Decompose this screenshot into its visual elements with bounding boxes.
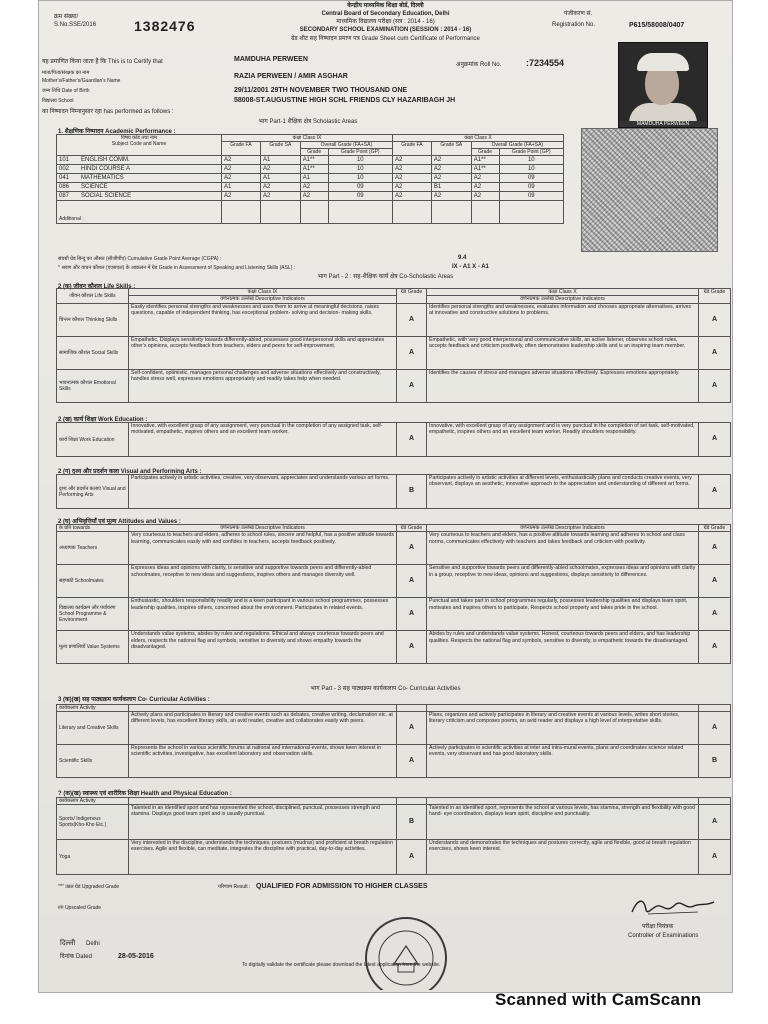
registration-label: Registration No.: [552, 22, 596, 28]
attitude-row: [57, 598, 731, 631]
subject-code: 086: [59, 184, 70, 190]
attitude-grade-10: A: [699, 598, 731, 631]
attitudes-title: 2 (घ) अभिवृत्तियाँ एवं मूल्य Attitudes and Values :: [58, 519, 181, 525]
health-pe-grade-9: A: [397, 840, 427, 875]
fa-grade-9: A2: [222, 192, 261, 201]
subject-code: 101: [59, 157, 70, 163]
work-education-descriptor-9: Innovative, with excellent grasp of any assignment, very punctual in the completion of any assigned task, self-motivated, empathetic, inspires others and an excellent team worker.: [129, 423, 397, 457]
life-skill-grade-9: A: [397, 369, 427, 402]
life-desc-header-9: वर्णनात्मक उल्लेख Descriptive Indicators: [129, 296, 397, 303]
life-class10-header: कक्षा Class X: [427, 289, 699, 296]
subject-name: [57, 156, 222, 165]
life-skill-grade-10: A: [699, 336, 731, 369]
cgpa-label: संचयी ग्रेड बिन्दु का औसत (सीजीपीए) Cumulative Grade Point Average (CGPA) :: [58, 256, 222, 262]
attitude-descriptor-10: Abides by rules and understands value systems. Honest, courteous towards peers and elders, and has leadership qualities. Respects the national flag and symbols, sensitive to diversity, is empathetic towards the disadvantaged.: [427, 631, 699, 664]
overall-header-9: Overall Grade (FA+SA): [300, 142, 392, 149]
life-desc-header-10: वर्णनात्मक उल्लेख Descriptive Indicators: [427, 296, 699, 303]
grade-point-9: 09: [328, 192, 392, 201]
visual-arts-table: [56, 474, 731, 509]
att-grade-header-10: ग्रेड Grade: [699, 525, 731, 532]
work-education-table: [56, 422, 731, 457]
place-hindi: दिल्ली: [60, 940, 76, 947]
co-curricular-descriptor-9: Represents the school in various scientific forums at national and international events, shows keen interest in scientific activities, investigative, has excellent laboratory and observation skills.: [129, 745, 397, 778]
date-of-birth: 29/11/2001 29TH NOVEMBER TWO THOUSAND ONE: [234, 87, 408, 94]
life-grade-header-9: ग्रेड Grade: [397, 289, 427, 304]
health-pe-table: [56, 797, 731, 875]
life-skill-grade-9: A: [397, 336, 427, 369]
parent-names: RAZIA PERWEEN / AMIR ASGHAR: [234, 73, 348, 80]
scanner-watermark: Scanned with CamScann: [495, 990, 702, 1009]
activity-column-header: कार्यकलाप Activity: [57, 705, 129, 712]
fa-grade-10: A2: [392, 165, 431, 174]
visual-arts-row: [57, 475, 731, 509]
attitude-descriptor-10: Very courteous to teachers and elders, has a positive attitude towards learning and adheres to school and class norms, communicates effectively with teachers and takes feedback and criticism with positivity.: [427, 532, 699, 565]
registration-number: P615/58008/0407: [629, 22, 685, 29]
life-skill-skill: चिन्तन कौशल Thinking Skills: [57, 303, 129, 336]
grade-point-9: 10: [328, 174, 392, 183]
co-curricular-row: [57, 745, 731, 778]
academic-table: [56, 134, 564, 224]
sa-header-9: Grade SA: [260, 142, 300, 156]
visual-arts-grade-9: B: [397, 475, 427, 509]
overall-grade-9: A2: [300, 192, 328, 201]
subject-column-header: [57, 135, 222, 156]
student-photo: [618, 42, 708, 128]
attitude-descriptor-10: Sensitive and supportive towards peers and differently-abled schoolmates, expresses ideas and opinions with clarity in a group, receptive to new ideas, opinions and suggestions, displays sensitivity to differences.: [427, 565, 699, 598]
subject-code: 002: [59, 166, 70, 172]
att-desc-header-9: वर्णनात्मक उल्लेख Descriptive Indicators: [129, 525, 397, 532]
overall-grade-9: A1**: [300, 165, 328, 174]
co-curricular-skill: Literary and Creative Skills: [57, 712, 129, 745]
subject-name: [57, 183, 222, 192]
fa-header-9: Grade FA: [222, 142, 261, 156]
life-skill-grade-10: A: [699, 303, 731, 336]
issue-date: 28-05-2016: [118, 953, 154, 960]
attitude-row: [57, 631, 731, 664]
upscaled-grade-note: ## Upscaled Grade: [58, 905, 102, 911]
asl-label: * श्रवण और वाचन कौशल (एएसएल) के आकलन में ग्रेड Grade in Assessment of Speaking and Listening Skills (ASL) :: [58, 265, 296, 271]
visual-arts-descriptor-9: Participates actively in artistic activities, creative, very observant, appreciates and understands various art forms.: [129, 475, 397, 509]
school-label: विद्यालय School: [42, 98, 74, 104]
visual-arts-skill: दृश्य और प्रदर्शन कलाएं Visual and Performing Arts: [57, 475, 129, 509]
grade-point-10: 09: [499, 192, 563, 201]
fa-grade-10: A2: [392, 156, 431, 165]
subject-code: 087: [59, 193, 70, 199]
health-pe-descriptor-9: Very interested in the discipline, understands the techniques, postures (mudras) and proficient at breath regulation exercises. Agile and flexible, can meditate, integrates the discipline with practical, day-to-day activities.: [129, 840, 397, 875]
subject-header-hindi: विषय कोड तथा नाम: [120, 135, 158, 141]
grade-header-9: Grade: [300, 149, 328, 156]
attitude-descriptor-9: Very courteous to teachers and elders, adheres to school rules, sincere and helpful, has a positive attitude towards learning, communicates easily with and confides in teachers, accepts feedback positively.: [129, 532, 397, 565]
subject-name: [57, 174, 222, 183]
subject-title: HINDI COURSE A: [81, 166, 131, 172]
grade-point-10: 10: [499, 156, 563, 165]
part2-title: भाग Part - 2 : सह-शैक्षिक कार्य क्षेत्र Co-Scholastic Areas: [317, 274, 454, 280]
subject-name: [57, 192, 222, 201]
performed-label: का निष्पादन निम्नानुसार रहा has performed as follows :: [42, 109, 174, 115]
grade-point-9: 09: [328, 183, 392, 192]
board-name: Central Board of Secondary Education, Delhi: [321, 11, 450, 17]
attitude-grade-9: A: [397, 532, 427, 565]
life-skill-descriptor-9: Easily identifies personal strengths and weaknesses and uses them to arrive at meaningful decisions, raises questions, capable of independent thinking, has exceptional problem- solving and decision- making skills.: [129, 303, 397, 336]
attitude-descriptor-10: Punctual and takes part in school programmes regularly, possesses leadership qualities and displays team spirit, motivates and inspires others to participate. Respects school property and takes pride in the school.: [427, 598, 699, 631]
attitude-grade-10: A: [699, 532, 731, 565]
work-education-skill: कार्य शिक्षा Work Education: [57, 423, 129, 457]
controller-title: Controller of Examinations: [628, 933, 699, 939]
life-grade-header-10: ग्रेड Grade: [699, 289, 731, 304]
life-skill-row: [57, 369, 731, 402]
life-skill-descriptor-10: Identifies the causes of stress and manages adverse situations effectively. Expresses emotions appropriately.: [427, 369, 699, 402]
roll-label: अनुक्रमांक Roll No.: [456, 62, 502, 68]
visual-arts-descriptor-10: Participates actively in artistic activities at different levels, enthusiastically plans and conducts creative events, very observant, displays an aesthetic, innovative approach to the appreciation and understanding of different art forms.: [427, 475, 699, 509]
serial-number: 1382476: [134, 18, 196, 34]
life-skill-descriptor-10: Empathetic, with very good interpersonal and communicative skills, an active listener, observes school rules, accepts feedback and criticism positively, often demonstrates leadership skills and is an inspiring team member.: [427, 336, 699, 369]
subject-row: [57, 192, 564, 201]
fa-grade-10: A2: [392, 174, 431, 183]
work-education-descriptor-10: Innovative, with excellent grasp of any assignment and is very punctual in the completion of set task, self-motivated, empathetic, inspires others and an excellent team worker. Readily shoulders responsibility.: [427, 423, 699, 457]
overall-grade-9: A1**: [300, 156, 328, 165]
work-education-grade-9: A: [397, 423, 427, 457]
fa-grade-9: A2: [222, 156, 261, 165]
sa-grade-10: A2: [431, 174, 471, 183]
hpe-activity-header: कार्यकलाप Activity: [57, 798, 129, 805]
life-skill-grade-10: A: [699, 369, 731, 402]
sa-grade-10: A2: [431, 192, 471, 201]
grade-point-10: 09: [499, 174, 563, 183]
overall-grade-9: A2: [300, 183, 328, 192]
work-education-row: [57, 423, 731, 457]
att-grade-header-9: ग्रेड Grade: [397, 525, 427, 532]
sa-grade-10: A2: [431, 156, 471, 165]
co-curricular-grade-9: A: [397, 745, 427, 778]
health-pe-grade-10: A: [699, 840, 731, 875]
attitude-descriptor-9: Understands value systems, abides by rules and regulations. Ethical and always courteous towards peers and elders, respects the national flag and symbols, sensitive to diversity and shows empathy towards the disadvantaged.: [129, 631, 397, 664]
life-skill-descriptor-10: Identifies personal strengths and weaknesses, evaluates information and chooses appropriate alternatives, arrives at innovative and constructive solutions to problems.: [427, 303, 699, 336]
place: Delhi: [86, 941, 100, 947]
sa-grade-9: A1: [260, 174, 300, 183]
additional-label: Additional :: [57, 201, 222, 224]
certify-label: यह प्रमाणित किया जाता है कि This is to Certify that: [42, 59, 163, 65]
subject-row: [57, 156, 564, 165]
attitude-grade-10: A: [699, 565, 731, 598]
gp-header-9: Grade Point (GP): [328, 149, 392, 156]
cca-table: [56, 704, 731, 778]
co-curricular-descriptor-10: Actively participates in scientific activities at inter and intra-mural events, plans and coordinates science related events, very observant and has good laboratory skills.: [427, 745, 699, 778]
health-pe-row: [57, 805, 731, 840]
co-curricular-grade-10: B: [699, 745, 731, 778]
visual-arts-title: 2 (ग) दृश्य और प्रदर्शन कला Visual and Performing Arts :: [58, 469, 202, 475]
controller-signature: [628, 894, 718, 920]
sa-grade-9: A2: [260, 183, 300, 192]
school-seal: [336, 906, 476, 990]
overall-grade-10: A1**: [471, 156, 499, 165]
life-skills-table: [56, 288, 731, 403]
grade-point-9: 10: [328, 165, 392, 174]
overall-grade-10: A2: [471, 192, 499, 201]
subject-name: [57, 165, 222, 174]
parent-label: Mother's/Father's/Guardian's Name: [42, 78, 121, 84]
overall-grade-9: A1: [300, 174, 328, 183]
co-curricular-row: [57, 712, 731, 745]
certificate-title: ग्रेड शीट सह निष्पादन प्रमाण पत्र Grade Sheet cum Certificate of Performance: [291, 36, 480, 42]
overall-header-10: Overall Grade (FA+SA): [471, 142, 563, 149]
sa-grade-9: A2: [260, 192, 300, 201]
class9-header: कक्षा Class IX: [222, 135, 393, 142]
result-value: QUALIFIED FOR ADMISSION TO HIGHER CLASSES: [256, 883, 428, 890]
co-curricular-grade-9: A: [397, 712, 427, 745]
exam-name-hindi: माध्यमिक विद्यालय परीक्षा (सत्र : 2014 - 16): [336, 19, 435, 25]
overall-grade-10: A2: [471, 174, 499, 183]
serial-label: S.No.SSE/2016: [54, 22, 97, 28]
attitude-skill: विद्यालय कार्यक्रम और पर्यावरण School Programme & Environment: [57, 598, 129, 631]
health-pe-skill: Yoga: [57, 840, 129, 875]
sa-grade-9: A2: [260, 165, 300, 174]
grade-header-10: Grade: [471, 149, 499, 156]
school-name: 58008-ST.AUGUSTINE HIGH SCHL FRIENDS CLY HAZARIBAGH JH: [234, 97, 456, 104]
grade-sheet: [38, 0, 733, 993]
attitudes-table: [56, 524, 731, 664]
life-skill-descriptor-9: Empathetic, Displays sensitivity towards differently-abled, possesses good interpersonal skills and appreciates other's opinions, accepts feedback from teachers, elders and peers for self-improvement.: [129, 336, 397, 369]
life-skill-skill: भावनात्मक कौशल Emotional Skills: [57, 369, 129, 402]
subject-title: SCIENCE: [81, 184, 108, 190]
registration-label-hindi: पंजीकरण सं.: [564, 11, 593, 17]
attitude-descriptor-9: Enthusiastic, shoulders responsibility readily and is a keen participant in various school programmes, possesses leadership qualities, inspires others, concerned about the environment. Participates in related events.: [129, 598, 397, 631]
health-pe-descriptor-9: Talented in an identified sport and has represented the school, disciplined, punctual, possesses strength and stamina. Displays good team spirit and is usually punctual.: [129, 805, 397, 840]
grade-point-9: 10: [328, 156, 392, 165]
upgraded-grade-note: '**' उन्नत ग्रेड Upgraded Grade: [58, 884, 120, 890]
attitudes-column-header: के प्रति towards: [57, 525, 129, 532]
grade-point-10: 10: [499, 165, 563, 174]
life-skills-title: 2 (क) जीवन कौशल Life Skills :: [58, 284, 136, 290]
life-skill-skill: सामाजिक कौशल Social Skills: [57, 336, 129, 369]
fa-grade-9: A2: [222, 174, 261, 183]
co-curricular-grade-10: A: [699, 712, 731, 745]
result-label: परिणाम Result :: [218, 884, 251, 890]
gp-header-10: Grade Point (GP): [499, 149, 563, 156]
cca-title: 3 (क)(ख) सह पाठ्यक्रम कार्यकलाप Co- Curricular Activities :: [58, 697, 210, 703]
visual-arts-grade-10: A: [699, 475, 731, 509]
attitude-row: [57, 532, 731, 565]
overall-grade-10: A1**: [471, 165, 499, 174]
fa-grade-9: A2: [222, 165, 261, 174]
life-skill-row: [57, 336, 731, 369]
fa-grade-9: A1: [222, 183, 261, 192]
photo-caption: MAMDUHA PERWEEN: [619, 121, 707, 127]
health-pe-grade-9: B: [397, 805, 427, 840]
work-education-title: 2 (ख) कार्य शिक्षा Work Education :: [58, 417, 148, 423]
health-pe-descriptor-10: Understands and demonstrates the techniques and postures correctly, agile and flexible, good at breath regulation exercises, shows keen interest.: [427, 840, 699, 875]
health-pe-grade-10: A: [699, 805, 731, 840]
subject-row: [57, 165, 564, 174]
part3-title: भाग Part - 3 सह पाठ्यक्रम कार्यकलाप Co- Curricular Activities: [310, 686, 461, 692]
life-skill-descriptor-9: Self-confident, optimistic, manages personal challenges and adverse situations effectively and constructively, handles stress well, expresses emotions appropriately and readily takes help when needed.: [129, 369, 397, 402]
fa-grade-10: A2: [392, 192, 431, 201]
exam-name: SECONDARY SCHOOL EXAMINATION (SESSION : 2014 - 16): [299, 27, 472, 33]
subject-title: ENGLISH COMM.: [81, 157, 130, 163]
attitude-grade-9: A: [397, 631, 427, 664]
student-name: MAMDUHA PERWEEN: [234, 56, 308, 63]
health-pe-descriptor-10: Talented in an identified sport, represents the school at various levels, has stamina, strength and flexibility with good hand- eye coordination, displays team spirit, discipline and punctuality.: [427, 805, 699, 840]
attitude-skill: सहपाठी Schoolmates: [57, 565, 129, 598]
subject-row: [57, 174, 564, 183]
co-curricular-skill: Scientific Skills: [57, 745, 129, 778]
cgpa-value: 9.4: [458, 255, 467, 261]
asl-value: IX - A1 X - A1: [452, 264, 489, 270]
dated-label: दिनांक Dated: [60, 954, 92, 960]
serial-label-hindi: क्रम संख्या/: [54, 14, 79, 20]
class10-header: कक्षा Class X: [392, 135, 563, 142]
part1-title: भाग Part-1 शैक्षिक क्षेत्र Scholastic Areas: [258, 119, 358, 125]
life-skill-row: [57, 303, 731, 336]
parent-label-hindi: माता/पिता/संरक्षक का नाम: [42, 70, 90, 76]
subject-code: 041: [59, 175, 70, 181]
overall-grade-10: A2: [471, 183, 499, 192]
attitude-row: [57, 565, 731, 598]
fa-header-10: Grade FA: [392, 142, 431, 156]
sa-grade-10: B1: [431, 183, 471, 192]
security-hologram: [581, 128, 718, 252]
validation-note: To digitally validate the certificate please download the latest application from the website.: [242, 962, 441, 968]
sa-grade-10: A2: [431, 165, 471, 174]
co-curricular-descriptor-10: Plans, organizes and actively participates in literary and creative events at various levels, writes short stories, literary criticism and composes poems, an avid reader and displays a high level of interpretative skills.: [427, 712, 699, 745]
life-skill-grade-9: A: [397, 303, 427, 336]
subject-header: Subject Code and Name: [111, 141, 167, 147]
roll-number: :7234554: [526, 58, 565, 68]
dob-label: जन्म तिथि Date of Birth: [42, 88, 90, 94]
att-desc-header-10: वर्णनात्मक उल्लेख Descriptive Indicators: [427, 525, 699, 532]
life-class9-header: कक्षा Class IX: [129, 289, 397, 296]
health-pe-row: [57, 840, 731, 875]
attitude-grade-9: A: [397, 598, 427, 631]
academic-section-title: 1. शैक्षणिक निष्पादन Academic Performance :: [58, 129, 176, 135]
controller-title-hindi: परीक्षा नियंत्रक: [642, 924, 674, 930]
sa-grade-9: A1: [260, 156, 300, 165]
health-pe-title: ? (क)(ख) स्वास्थ्य एवं शारीरिक शिक्षा Health and Physical Education :: [58, 791, 232, 797]
sa-header-10: Grade SA: [431, 142, 471, 156]
fa-grade-10: A2: [392, 183, 431, 192]
grade-point-10: 09: [499, 183, 563, 192]
subject-title: SOCIAL SCIENCE: [81, 193, 132, 199]
subject-row: [57, 183, 564, 192]
work-education-grade-10: A: [699, 423, 731, 457]
attitude-skill: मूल्य प्रणालियाँ Value Systems: [57, 631, 129, 664]
board-name-hindi: केन्द्रीय माध्यमिक शिक्षा बोर्ड, दिल्ली: [347, 3, 424, 9]
attitude-grade-10: A: [699, 631, 731, 664]
subject-title: MATHEMATICS: [81, 175, 124, 181]
attitude-grade-9: A: [397, 565, 427, 598]
attitude-skill: अध्यापक Teachers: [57, 532, 129, 565]
life-skills-column-header: जीवन कौशल Life Skills: [57, 289, 129, 304]
co-curricular-descriptor-9: Actively plans and participates in literary and creative events such as debates, creative writing, declamation etc. at different levels, has excellent literary skills, an avid reader, creative and collaborates easily with peers.: [129, 712, 397, 745]
attitude-descriptor-9: Expresses ideas and opinions with clarity, is sensitive and supportive towards peers and differently-abled schoolmates, receptive to new ideas and suggestions, inspires others and manages diversity well.: [129, 565, 397, 598]
health-pe-skill: Sports/ Indigenous Sports(Kho-Kho Etc.): [57, 805, 129, 840]
